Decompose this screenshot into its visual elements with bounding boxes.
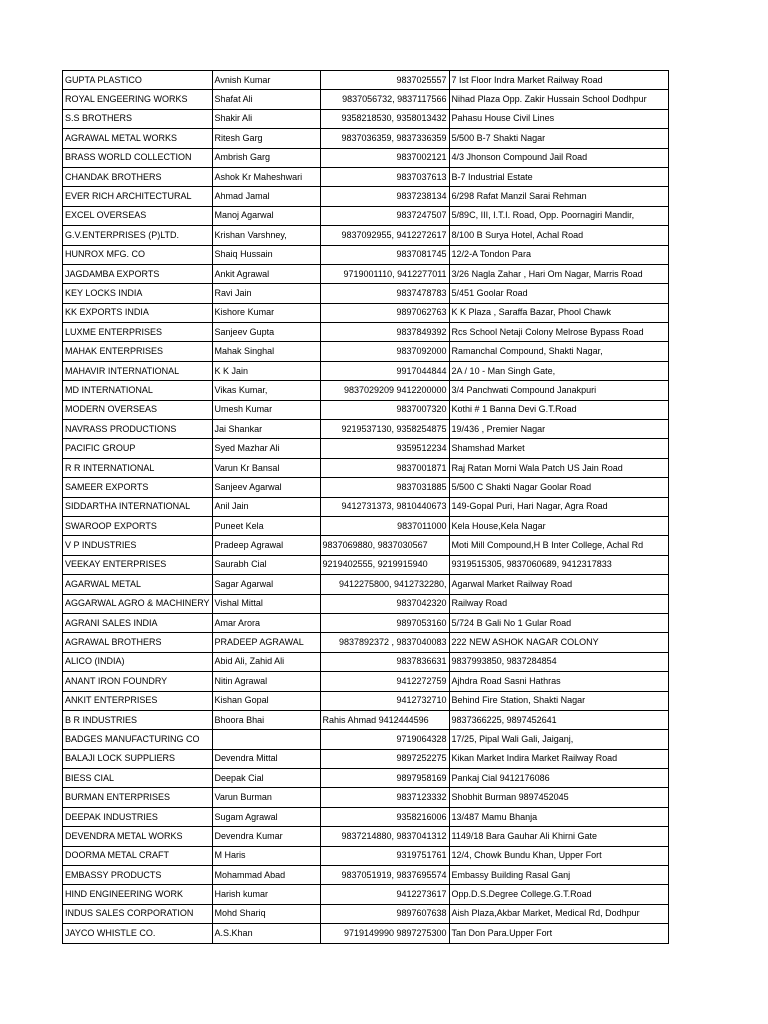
company-cell: BADGES MANUFACTURING CO — [63, 730, 213, 749]
contact-person-cell: Saurabh Cial — [212, 555, 320, 574]
contact-person-cell: PRADEEP AGRAWAL — [212, 633, 320, 652]
address-cell: 7 Ist Floor Indra Market Railway Road — [449, 71, 668, 90]
address-cell: Pankaj Cial 9412176086 — [449, 769, 668, 788]
address-cell: K K Plaza , Saraffa Bazar, Phool Chawk — [449, 303, 668, 322]
table-row — [63, 516, 669, 535]
phone-cell: 9412732710 — [320, 691, 449, 710]
contact-person-cell: K K Jain — [212, 361, 320, 380]
phone-cell: 9837238134 — [320, 187, 449, 206]
phone-cell: 9917044844 — [320, 361, 449, 380]
table-row — [63, 846, 669, 865]
table-row — [63, 866, 669, 885]
contact-person-cell: Jai Shankar — [212, 420, 320, 439]
address-cell: Behind Fire Station, Shakti Nagar — [449, 691, 668, 710]
contact-person-cell: Mahak Singhal — [212, 342, 320, 361]
phone-cell: 9412273617 — [320, 885, 449, 904]
address-cell: Ajhdra Road Sasni Hathras — [449, 672, 668, 691]
address-cell: 9837366225, 9897452641 — [449, 710, 668, 729]
company-cell: AGGARWAL AGRO & MACHINERY — [63, 594, 213, 613]
table-row — [63, 710, 669, 729]
table-row — [63, 323, 669, 342]
company-cell: S.S BROTHERS — [63, 109, 213, 128]
address-cell: 19/436 , Premier Nagar — [449, 420, 668, 439]
address-cell: 149-Gopal Puri, Hari Nagar, Agra Road — [449, 497, 668, 516]
address-cell: Opp.D.S.Degree College.G.T.Road — [449, 885, 668, 904]
phone-cell: 9837051919, 9837695574 — [320, 866, 449, 885]
contact-person-cell: Sanjeev Agarwal — [212, 478, 320, 497]
table-row — [63, 148, 669, 167]
company-cell: KK EXPORTS INDIA — [63, 303, 213, 322]
table-row — [63, 769, 669, 788]
contact-person-cell: Ahmad Jamal — [212, 187, 320, 206]
contact-person-cell: Sugam Agrawal — [212, 807, 320, 826]
phone-cell: 9359512234 — [320, 439, 449, 458]
company-cell: VEEKAY ENTERPRISES — [63, 555, 213, 574]
company-cell: AGARWAL METAL — [63, 575, 213, 594]
company-cell: SAMEER EXPORTS — [63, 478, 213, 497]
contact-person-cell: A.S.Khan — [212, 924, 320, 943]
table-row — [63, 226, 669, 245]
address-cell: Ramanchal Compound, Shakti Nagar, — [449, 342, 668, 361]
company-cell: HIND ENGINEERING WORK — [63, 885, 213, 904]
address-cell: Moti Mill Compound,H B Inter College, Achal Rd — [449, 536, 668, 555]
table-row — [63, 439, 669, 458]
table-row — [63, 206, 669, 225]
phone-cell: 9358218530, 9358013432 — [320, 109, 449, 128]
contact-person-cell: Mohd Shariq — [212, 904, 320, 923]
phone-cell: 9719064328 — [320, 730, 449, 749]
table-row — [63, 672, 669, 691]
table-row — [63, 633, 669, 652]
address-cell: Aish Plaza,Akbar Market, Medical Rd, Dodhpur — [449, 904, 668, 923]
company-cell: PACIFIC GROUP — [63, 439, 213, 458]
company-cell: AGRAWAL METAL WORKS — [63, 129, 213, 148]
company-cell: JAGDAMBA EXPORTS — [63, 264, 213, 283]
address-cell: 5/500 B-7 Shakti Nagar — [449, 129, 668, 148]
contact-person-cell: Nitin Agrawal — [212, 672, 320, 691]
table-row — [63, 904, 669, 923]
company-cell: CHANDAK BROTHERS — [63, 167, 213, 186]
phone-cell: 9837042320 — [320, 594, 449, 613]
phone-cell: 9837002121 — [320, 148, 449, 167]
table-row — [63, 420, 669, 439]
contact-person-cell: Sanjeev Gupta — [212, 323, 320, 342]
address-cell: 8/100 B Surya Hotel, Achal Road — [449, 226, 668, 245]
address-cell: 5/500 C Shakti Nagar Goolar Road — [449, 478, 668, 497]
address-cell: Kela House,Kela Nagar — [449, 516, 668, 535]
phone-cell: 9219537130, 9358254875 — [320, 420, 449, 439]
table-row — [63, 613, 669, 632]
company-cell: MODERN OVERSEAS — [63, 400, 213, 419]
contact-person-cell: Bhoora Bhai — [212, 710, 320, 729]
company-cell: EMBASSY PRODUCTS — [63, 866, 213, 885]
table-row — [63, 536, 669, 555]
address-cell: 13/487 Mamu Bhanja — [449, 807, 668, 826]
phone-cell: 9837478783 — [320, 284, 449, 303]
address-cell: 2A / 10 - Man Singh Gate, — [449, 361, 668, 380]
contact-person-cell: Devendra Kumar — [212, 827, 320, 846]
phone-cell: 9837025557 — [320, 71, 449, 90]
contact-person-cell: Syed Mazhar Ali — [212, 439, 320, 458]
directory-rows — [63, 71, 669, 944]
contact-person-cell: Kishan Gopal — [212, 691, 320, 710]
address-cell: Kikan Market Indira Market Railway Road — [449, 749, 668, 768]
phone-cell: 9837123332 — [320, 788, 449, 807]
address-cell: 1149/18 Bara Gauhar Ali Khirni Gate — [449, 827, 668, 846]
contact-person-cell: Ashok Kr Maheshwari — [212, 167, 320, 186]
address-cell: 222 NEW ASHOK NAGAR COLONY — [449, 633, 668, 652]
address-cell: Railway Road — [449, 594, 668, 613]
company-cell: MD INTERNATIONAL — [63, 381, 213, 400]
address-cell: Pahasu House Civil Lines — [449, 109, 668, 128]
phone-cell: 9837247507 — [320, 206, 449, 225]
table-row — [63, 652, 669, 671]
address-cell: Kothi # 1 Banna Devi G.T.Road — [449, 400, 668, 419]
contact-person-cell: Krishan Varshney, — [212, 226, 320, 245]
company-cell: ROYAL ENGEERING WORKS — [63, 90, 213, 109]
phone-cell: 9837214880, 9837041312 — [320, 827, 449, 846]
company-cell: DEVENDRA METAL WORKS — [63, 827, 213, 846]
phone-cell: 9897958169 — [320, 769, 449, 788]
phone-cell: 9837036359, 9837336359 — [320, 129, 449, 148]
address-cell: 6/298 Rafat Manzil Sarai Rehman — [449, 187, 668, 206]
company-cell: JAYCO WHISTLE CO. — [63, 924, 213, 943]
phone-cell: 9358216006 — [320, 807, 449, 826]
phone-cell: 9837092000 — [320, 342, 449, 361]
address-cell: B-7 Industrial Estate — [449, 167, 668, 186]
table-row — [63, 497, 669, 516]
contact-person-cell — [212, 730, 320, 749]
address-cell: Tan Don Para.Upper Fort — [449, 924, 668, 943]
phone-cell: 9837007320 — [320, 400, 449, 419]
table-row — [63, 381, 669, 400]
contact-person-cell: Kishore Kumar — [212, 303, 320, 322]
contact-person-cell: Manoj Agarwal — [212, 206, 320, 225]
table-row — [63, 691, 669, 710]
company-cell: EVER RICH ARCHITECTURAL — [63, 187, 213, 206]
contact-person-cell: Deepak Cial — [212, 769, 320, 788]
phone-cell: 9412731373, 9810440673 — [320, 497, 449, 516]
company-cell: MAHAVIR INTERNATIONAL — [63, 361, 213, 380]
company-cell: SIDDARTHA INTERNATIONAL — [63, 497, 213, 516]
phone-cell: Rahis Ahmad 9412444596 — [320, 710, 449, 729]
company-cell: ANKIT ENTERPRISES — [63, 691, 213, 710]
phone-cell: 9837092955, 9412272617 — [320, 226, 449, 245]
phone-cell: 9412272759 — [320, 672, 449, 691]
contact-person-cell: Pradeep Agrawal — [212, 536, 320, 555]
table-row — [63, 730, 669, 749]
company-cell: DEEPAK INDUSTRIES — [63, 807, 213, 826]
address-cell: Shamshad Market — [449, 439, 668, 458]
company-cell: R R INTERNATIONAL — [63, 458, 213, 477]
address-cell: Shobhit Burman 9897452045 — [449, 788, 668, 807]
company-cell: AGRAWAL BROTHERS — [63, 633, 213, 652]
company-cell: NAVRASS PRODUCTIONS — [63, 420, 213, 439]
company-cell: KEY LOCKS INDIA — [63, 284, 213, 303]
table-row — [63, 264, 669, 283]
address-cell: 9837993850, 9837284854 — [449, 652, 668, 671]
table-row — [63, 167, 669, 186]
table-row — [63, 284, 669, 303]
contact-person-cell: Umesh Kumar — [212, 400, 320, 419]
company-cell: BIESS CIAL — [63, 769, 213, 788]
contact-person-cell: Ambrish Garg — [212, 148, 320, 167]
table-row — [63, 807, 669, 826]
address-cell: Agarwal Market Railway Road — [449, 575, 668, 594]
address-cell: Raj Ratan Morni Wala Patch US Jain Road — [449, 458, 668, 477]
table-row — [63, 555, 669, 574]
contact-person-cell: Varun Kr Bansal — [212, 458, 320, 477]
contact-person-cell: Ravi Jain — [212, 284, 320, 303]
address-cell: 12/2-A Tondon Para — [449, 245, 668, 264]
address-cell: 4/3 Jhonson Compound Jail Road — [449, 148, 668, 167]
company-cell: HUNROX MFG. CO — [63, 245, 213, 264]
company-cell: LUXME ENTERPRISES — [63, 323, 213, 342]
table-row — [63, 187, 669, 206]
company-cell: DOORMA METAL CRAFT — [63, 846, 213, 865]
table-row — [63, 342, 669, 361]
phone-cell: 9837056732, 9837117566 — [320, 90, 449, 109]
table-row — [63, 90, 669, 109]
phone-cell: 9897607638 — [320, 904, 449, 923]
contact-person-cell: Devendra Mittal — [212, 749, 320, 768]
contact-person-cell: Shakir Ali — [212, 109, 320, 128]
company-cell: ALICO (INDIA) — [63, 652, 213, 671]
phone-cell: 9897252275 — [320, 749, 449, 768]
phone-cell: 9897053160 — [320, 613, 449, 632]
address-cell: 3/4 Panchwati Compound Janakpuri — [449, 381, 668, 400]
phone-cell: 9319751761 — [320, 846, 449, 865]
address-cell: 5/89C, III, I.T.I. Road, Opp. Poornagiri Mandir, — [449, 206, 668, 225]
phone-cell: 9837836631 — [320, 652, 449, 671]
address-cell: 5/451 Goolar Road — [449, 284, 668, 303]
company-cell: EXCEL OVERSEAS — [63, 206, 213, 225]
phone-cell: 9837029209 9412200000 — [320, 381, 449, 400]
company-cell: AGRANI SALES INDIA — [63, 613, 213, 632]
contact-person-cell: Vishal Mittal — [212, 594, 320, 613]
table-row — [63, 129, 669, 148]
contact-person-cell: M Haris — [212, 846, 320, 865]
phone-cell: 9837849392 — [320, 323, 449, 342]
table-row — [63, 109, 669, 128]
company-cell: BALAJI LOCK SUPPLIERS — [63, 749, 213, 768]
contact-person-cell: Vikas Kumar, — [212, 381, 320, 400]
contact-person-cell: Avnish Kumar — [212, 71, 320, 90]
table-row — [63, 458, 669, 477]
phone-cell: 9837011000 — [320, 516, 449, 535]
contact-person-cell: Harish kumar — [212, 885, 320, 904]
address-cell: Nihad Plaza Opp. Zakir Hussain School Dodhpur — [449, 90, 668, 109]
company-cell: ANANT IRON FOUNDRY — [63, 672, 213, 691]
company-cell: V P INDUSTRIES — [63, 536, 213, 555]
phone-cell: 9837001871 — [320, 458, 449, 477]
company-cell: MAHAK ENTERPRISES — [63, 342, 213, 361]
table-row — [63, 361, 669, 380]
address-cell: Embassy Building Rasal Ganj — [449, 866, 668, 885]
contact-person-cell: Ritesh Garg — [212, 129, 320, 148]
phone-cell: 9897062763 — [320, 303, 449, 322]
contact-person-cell: Amar Arora — [212, 613, 320, 632]
table-row — [63, 924, 669, 943]
company-cell: GUPTA PLASTICO — [63, 71, 213, 90]
contact-person-cell: Sagar Agarwal — [212, 575, 320, 594]
contact-person-cell: Ankit Agrawal — [212, 264, 320, 283]
table-row — [63, 71, 669, 90]
address-cell: 17/25, Pipal Wali Gali, Jaiganj, — [449, 730, 668, 749]
phone-cell: 9837081745 — [320, 245, 449, 264]
table-row — [63, 245, 669, 264]
contact-person-cell: Puneet Kela — [212, 516, 320, 535]
contact-person-cell: Abid Ali, Zahid Ali — [212, 652, 320, 671]
company-cell: BURMAN ENTERPRISES — [63, 788, 213, 807]
table-row — [63, 885, 669, 904]
address-cell: 5/724 B Gali No 1 Gular Road — [449, 613, 668, 632]
phone-cell: 9837037613 — [320, 167, 449, 186]
phone-cell: 9837031885 — [320, 478, 449, 497]
contact-person-cell: Shafat Ali — [212, 90, 320, 109]
table-row — [63, 303, 669, 322]
address-cell: Rcs School Netaji Colony Melrose Bypass Road — [449, 323, 668, 342]
company-cell: B R INDUSTRIES — [63, 710, 213, 729]
phone-cell: 9837892372 , 9837040083 — [320, 633, 449, 652]
address-cell: 12/4, Chowk Bundu Khan, Upper Fort — [449, 846, 668, 865]
company-cell: INDUS SALES CORPORATION — [63, 904, 213, 923]
directory-table — [62, 70, 669, 944]
company-cell: SWAROOP EXPORTS — [63, 516, 213, 535]
phone-cell: 9719149990 9897275300 — [320, 924, 449, 943]
company-cell: BRASS WORLD COLLECTION — [63, 148, 213, 167]
table-row — [63, 788, 669, 807]
address-cell: 3/26 Nagla Zahar , Hari Om Nagar, Marris Road — [449, 264, 668, 283]
contact-person-cell: Anil Jain — [212, 497, 320, 516]
phone-cell: 9412275800, 9412732280, — [320, 575, 449, 594]
contact-person-cell: Mohammad Abad — [212, 866, 320, 885]
table-row — [63, 749, 669, 768]
phone-cell: 9219402555, 9219915940 — [320, 555, 449, 574]
company-cell: G.V.ENTERPRISES (P)LTD. — [63, 226, 213, 245]
phone-cell: 9719001110, 9412277011 — [320, 264, 449, 283]
table-row — [63, 827, 669, 846]
contact-person-cell: Shaiq Hussain — [212, 245, 320, 264]
phone-cell: 9837069880, 9837030567 — [320, 536, 449, 555]
address-cell: 9319515305, 9837060689, 9412317833 — [449, 555, 668, 574]
table-row — [63, 575, 669, 594]
table-row — [63, 478, 669, 497]
table-row — [63, 594, 669, 613]
contact-person-cell: Varun Burman — [212, 788, 320, 807]
table-row — [63, 400, 669, 419]
